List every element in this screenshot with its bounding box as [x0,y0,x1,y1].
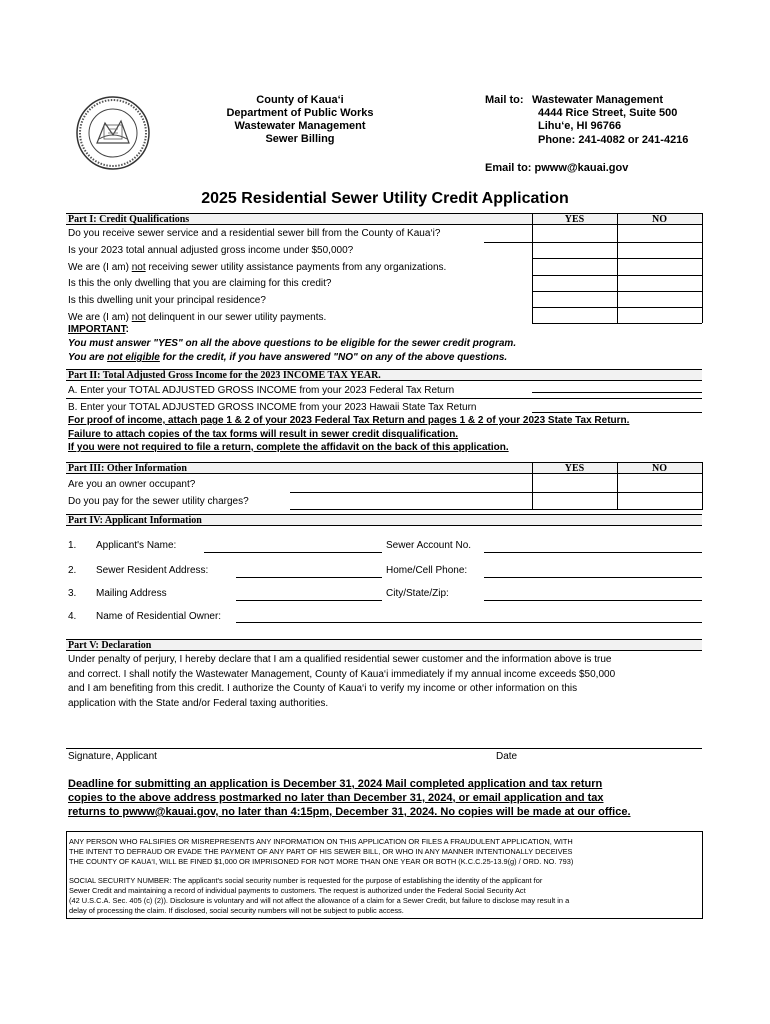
part1-question: We are (I am) not delinquent in our sewer utility payments. [68,312,327,323]
proof-note: For proof of income, attach page 1 & 2 of your 2023 Federal Tax Return and pages 1 & 2 of your 2023 State Tax Return. [68,415,630,426]
mail-to-label: Mail to: [485,94,524,106]
county-name: County of Kaua‘i [256,94,344,106]
part1-answer-line[interactable] [484,242,702,243]
owner-occupant-question: Are you an owner occupant? [68,479,196,490]
part2-line-a: A. Enter your TOTAL ADJUSTED GROSS INCOME from your 2023 Federal Tax Return [68,385,455,396]
part1-answer-line[interactable] [532,275,702,276]
division-name: Wastewater Management [234,120,366,132]
part3-header: Part III: Other Information [66,462,702,474]
part2-header: Part II: Total Adjusted Gross Income for the 2023 INCOME TAX YEAR. [66,369,702,381]
pay-sewer-question: Do you pay for the sewer utility charges? [68,496,249,507]
part3-yes-header: YES [564,463,585,474]
part4-header: Part IV: Applicant Information [66,514,702,526]
email-line: Email to: pwww@kauai.gov [485,162,629,174]
sewer-account-label: Sewer Account No. [386,540,472,551]
state-agi-field[interactable] [532,412,702,413]
part1-answer-line[interactable] [532,291,702,292]
billing-name: Sewer Billing [265,133,335,145]
page-title: 2025 Residential Sewer Utility Credit Application [201,190,569,207]
city-state-zip-label: City/State/Zip: [386,588,449,599]
owner-name-field[interactable] [236,622,702,623]
county-seal [75,95,151,171]
mail-street: 4444 Rice Street, Suite 500 [538,107,678,119]
mail-phone: Phone: 241-4082 or 241-4216 [538,133,689,146]
part1-yes-header: YES [564,214,585,225]
department-name: Department of Public Works [226,107,374,119]
owner-occupant-answer-line[interactable] [290,492,702,493]
affidavit-note: If you were not required to file a return, complete the affidavit on the back of this application. [68,442,509,453]
part1-answer-line[interactable] [532,323,702,324]
part1-question: Is this dwelling unit your principal residence? [68,295,266,306]
phone-field[interactable] [484,577,702,578]
part1-answer-line[interactable] [532,307,702,308]
part1-question: We are (I am) not receiving sewer utility assistance payments from any organizations. [68,262,447,273]
important-note-2: You are not eligible for the credit, if you have answered "NO" on any of the above questions. [68,352,508,363]
important-note-1: You must answer "YES" on all the above questions to be eligible for the sewer credit program. [68,338,517,349]
part2-line-b: B. Enter your TOTAL ADJUSTED GROSS INCOME from your 2023 Hawaii State Tax Return [68,402,477,413]
mailing-address-field[interactable] [236,600,382,601]
deadline-notice: Deadline for submitting an application is December 31, 2024 Mail completed application and tax return copies to the above address postmarked no later than December 31, 2024, or email application and tax returns to pwww@kauai.gov, no later than 4:15pm, December 31, 2024. No copies will be made at our office. [68,778,631,818]
phone-label: Home/Cell Phone: [386,565,468,576]
item-number: 1. [68,540,77,551]
date-label: Date [496,751,518,762]
mail-name: Wastewater Management [532,94,664,106]
item-number: 2. [68,565,77,576]
resident-address-label: Sewer Resident Address: [96,565,209,576]
city-state-zip-field[interactable] [484,600,702,601]
part1-no-header: NO [652,214,667,225]
item-number: 4. [68,611,77,622]
mail-city: Lihu‘e, HI 96766 [538,120,622,133]
item-number: 3. [68,588,77,599]
signature-line[interactable] [66,748,702,749]
ssn-text: SOCIAL SECURITY NUMBER: The applicant's social security number is requested for the purpose of establishing the identity of the applicant for [69,876,543,885]
resident-address-field[interactable] [236,577,382,578]
fine-print-box: ANY PERSON WHO FALSIFIES OR MISREPRESENTS ANY INFORMATION ON THIS APPLICATION OR FILES A FRAUDULENT APPLICATION, WITH THE INTENT TO DEFRAUD OR EVADE THE PAYMENT OF ANY PART OF HIS SEWER BILL, OR WHO IN ANY MANNER INTENTIONALLY DECEIVES THE COUNTY OF KAUA‘I, WILL BE FINED $1,000 OR IMPRISONED FOR NOT MORE THAN ONE YEAR OR BOTH (K.C.C.25-13.9(g) / ORD. NO. 793) SOCIAL SECURITY NUMBER: The applicant's social security number is requested for the purpose of establishing the identity of the applicant for Sewer Credit and maintaining a record of individual payments to customers. The request is authorized under the Federal Social Security Act (42 U.S.C.A. Sec. 405 (c) (2)). Disclosure is voluntary and will not affect the allowance of a claim for a Sewer Credit, but failure to disclose may result in a delay of processing the claim. If disclosed, social security numbers will not be subject to public access. [66,831,703,919]
failure-note: Failure to attach copies of the tax forms will result in sewer credit disqualification. [68,429,459,440]
part1-answer-line[interactable] [532,258,702,259]
declaration-text: Under penalty of perjury, I hereby declare that I am a qualified residential sewer customer and the information above is true and correct. I shall notify the Wastewater Management, County of Kaua‘i immediately if my annual income exceeds $50,000 and I am benefiting from this credit. I authorize the County of Kaua‘i to verify my income or other information on this application with the State and/or Federal taxing authorities. [68,654,616,709]
part5-header: Part V: Declaration [66,639,702,651]
applicant-name-field[interactable] [204,552,382,553]
federal-agi-field[interactable] [532,392,702,393]
sewer-account-field[interactable] [484,552,702,553]
applicant-name-label: Applicant's Name: [96,540,177,551]
part1-question: Do you receive sewer service and a residential sewer bill from the County of Kaua‘i? [68,228,441,239]
mailing-address-label: Mailing Address [96,588,167,599]
owner-name-label: Name of Residential Owner: [96,611,222,622]
part3-no-header: NO [652,463,667,474]
part1-question: Is your 2023 total annual adjusted gross income under $50,000? [68,245,354,256]
part1-question: Is this the only dwelling that you are claiming for this credit? [68,278,332,289]
signature-label: Signature, Applicant [68,751,157,762]
part1-header: Part I: Credit Qualifications [66,213,702,225]
important-label: IMPORTANT: [68,324,129,335]
penalty-text: ANY PERSON WHO FALSIFIES OR MISREPRESENTS ANY INFORMATION ON THIS APPLICATION OR FILES A FRAUDULENT APPLICATION, WITH [69,837,573,846]
pay-sewer-answer-line[interactable] [290,509,702,510]
